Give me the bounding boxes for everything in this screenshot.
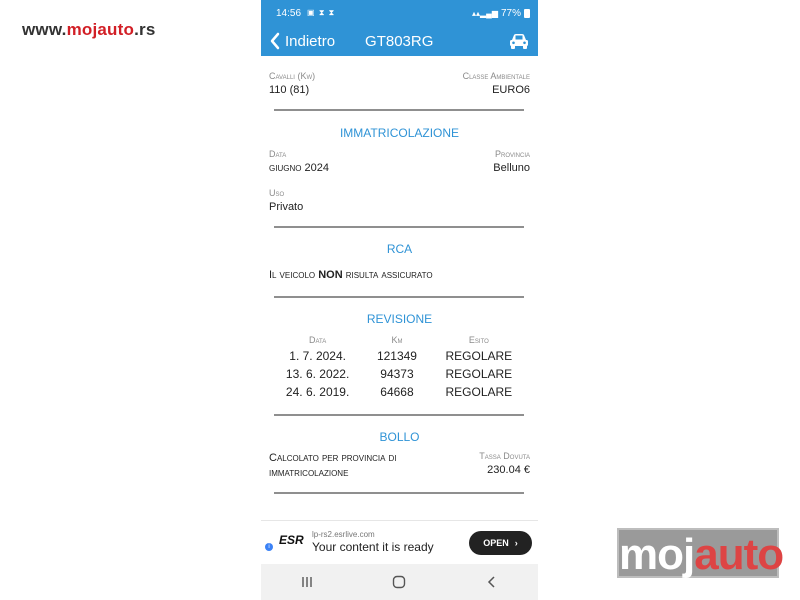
province-value: Belluno	[493, 162, 530, 174]
env-class-label: Classe Ambientale	[462, 71, 530, 81]
registration-title: IMMATRICOLAZIONE	[339, 126, 460, 140]
battery-icon	[524, 9, 530, 18]
car-icon[interactable]	[508, 32, 530, 50]
recent-apps-icon	[300, 576, 314, 588]
rca-title: RCA	[386, 242, 413, 256]
ad-text: Your content it is ready	[312, 540, 434, 554]
divider	[274, 296, 524, 298]
site-brand: mojauto	[66, 20, 135, 39]
watermark-logo: mojauto	[619, 530, 784, 579]
use-label: Uso	[269, 188, 285, 198]
status-time: 14:56	[276, 7, 302, 19]
divider	[274, 414, 524, 416]
ad-url: lp-rs2.esrlive.com	[312, 530, 375, 539]
recent-apps-button[interactable]	[297, 574, 317, 590]
app-bar	[261, 26, 538, 56]
back-nav-button[interactable]	[482, 574, 502, 590]
rca-status-emphasis: NON	[318, 269, 343, 281]
divider	[274, 109, 524, 111]
system-nav-bar	[261, 564, 538, 600]
divider	[274, 226, 524, 228]
phone-screen	[261, 0, 538, 600]
home-icon	[392, 575, 406, 589]
ad-logo: ESR	[279, 533, 304, 547]
rca-status: Il veicolo NON risulta assicurato	[269, 269, 433, 281]
column-header: Data	[308, 335, 327, 345]
column-header: Km	[391, 335, 403, 345]
divider	[274, 492, 524, 494]
revision-title: REVISIONE	[366, 312, 433, 326]
province-label: Provincia	[494, 149, 530, 159]
back-button[interactable]	[269, 32, 335, 50]
back-label: Indietro	[285, 32, 336, 50]
site-url: www.mojauto.rs	[22, 20, 156, 39]
vehicle-details	[261, 56, 538, 494]
registration-date-value: giugno 2024	[269, 162, 329, 174]
bollo-title: BOLLO	[379, 430, 420, 444]
power-value: 110 (81)	[269, 84, 310, 96]
ad-banner[interactable]	[261, 520, 538, 565]
table-row: 24. 6. 2019. 64668 REGOLARE	[285, 385, 513, 399]
back-nav-icon	[487, 575, 497, 589]
battery-percent: 77%	[500, 7, 521, 19]
column-header: Esito	[468, 335, 489, 345]
signal-icon: ▴▴▂▄▆	[471, 8, 498, 18]
power-label: Cavalli (Kw)	[269, 71, 316, 81]
status-bar	[261, 0, 538, 26]
tax-due-label: Tassa Dovuta	[479, 451, 530, 461]
tax-due-value: 230.04 €	[487, 464, 530, 476]
table-row: 13. 6. 2022. 94373 REGOLARE	[285, 367, 513, 381]
env-class-value: EURO6	[492, 84, 530, 96]
chevron-right-icon: ›	[514, 538, 518, 548]
notification-icons: ▣ ⧗ ⧗	[307, 8, 336, 17]
ad-open-button[interactable]: OPEN ›	[469, 531, 532, 555]
table-row: 1. 7. 2024. 121349 REGOLARE	[289, 349, 513, 363]
home-button[interactable]	[389, 574, 409, 590]
revision-table	[269, 333, 530, 401]
chevron-left-icon	[269, 32, 281, 50]
bollo-calculation-note: Calcolato per provincia di immatricolazione	[269, 452, 397, 479]
table-header-row	[269, 333, 530, 347]
plate-title: GT803RG	[365, 32, 434, 50]
registration-date-label: Data	[269, 149, 287, 159]
use-value: Privato	[269, 201, 304, 213]
info-icon[interactable]: i	[265, 543, 273, 551]
